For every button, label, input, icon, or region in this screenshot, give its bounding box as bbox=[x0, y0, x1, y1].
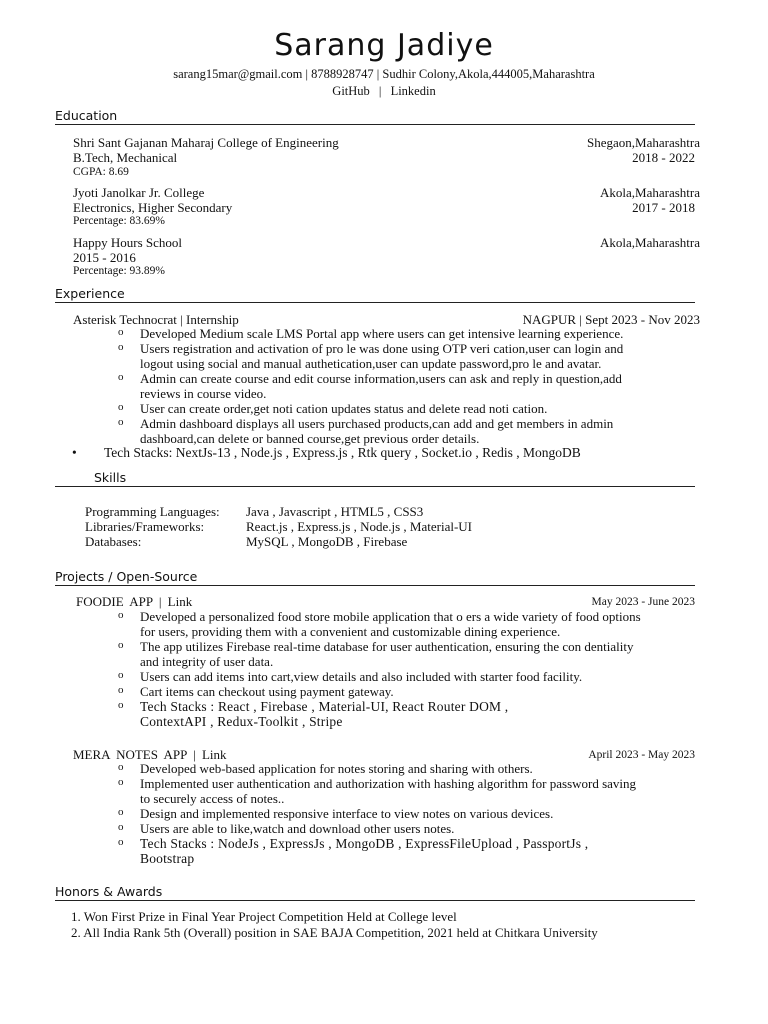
continuation-text: Bootstrap bbox=[140, 851, 195, 866]
school-location: Akola,Maharashtra bbox=[600, 235, 700, 250]
list-item: 1. Won First Prize in Final Year Project Competition Held at College level bbox=[71, 909, 457, 924]
degree: Electronics, Higher Secondary bbox=[73, 200, 233, 215]
skill-value: React.js , Express.js , Node.js , Material-UI bbox=[246, 519, 473, 534]
project-title-link[interactable]: MERA NOTES APP | Link bbox=[73, 747, 227, 762]
skills-row bbox=[85, 504, 423, 519]
list-item-continued bbox=[140, 431, 700, 446]
skills-heading: Skills bbox=[94, 470, 127, 485]
school-name: Shri Sant Gajanan Maharaj College of Engineering bbox=[73, 135, 339, 150]
experience-divider bbox=[55, 302, 695, 303]
list-item: o Users registration and activation of pro le was done using OTP veri cation,user can login and bbox=[140, 341, 700, 356]
contact-line: sarang15mar@gmail.com | 8788928747 | Sudhir Colony,Akola,444005,Maharashtra bbox=[173, 67, 595, 81]
list-item: o Implemented user authentication and authorization with hashing algorithm for password saving bbox=[140, 776, 700, 791]
list-item: o Admin can create course and edit course information,users can ask and reply in question,add bbox=[140, 371, 700, 386]
projects-heading: Projects / Open-Source bbox=[55, 569, 198, 584]
project-bullets bbox=[140, 761, 700, 866]
profile-links bbox=[0, 84, 768, 99]
skills-row bbox=[85, 519, 472, 534]
continuation-text: logout using social and manual authetication,user can update password,pro le and avatar. bbox=[140, 356, 602, 371]
list-item: o Users can add items into cart,view details and also included with starter food facility. bbox=[140, 669, 700, 684]
link-separator: | bbox=[378, 84, 382, 98]
list-item: o The app utilizes Firebase real-time database for user authentication, ensuring the con dentiality bbox=[140, 639, 700, 654]
list-item: 2. All India Rank 5th (Overall) position in SAE BAJA Competition, 2021 held at Chitkara University bbox=[71, 925, 598, 940]
experience-heading: Experience bbox=[55, 286, 125, 301]
score-text: Percentage: 83.69% bbox=[73, 215, 165, 227]
school-location: Shegaon,Maharashtra bbox=[587, 135, 700, 150]
continuation-text: reviews in course video. bbox=[140, 386, 267, 401]
list-item: o User can create order,get noti cation updates status and delete read noti cation. bbox=[140, 401, 700, 416]
list-item-continued bbox=[140, 654, 700, 669]
continuation-text: ContextAPI , Redux-Toolkit , Stripe bbox=[140, 714, 343, 729]
continuation-text: dashboard,can delete or banned course,get previous order details. bbox=[140, 431, 480, 446]
continuation-text: for users, providing them with a convenient and customizable dining experience. bbox=[140, 624, 561, 639]
school-name: Jyoti Janolkar Jr. College bbox=[73, 185, 205, 200]
projects-divider bbox=[55, 585, 695, 586]
education-heading: Education bbox=[55, 108, 118, 123]
skill-label: Libraries/Frameworks: bbox=[85, 519, 205, 534]
skills-divider bbox=[55, 486, 695, 487]
project-title-link[interactable]: FOODIE APP | Link bbox=[76, 594, 193, 609]
bullet-icon: • bbox=[72, 445, 77, 460]
degree: 2015 - 2016 bbox=[73, 250, 136, 265]
list-item-continued bbox=[140, 356, 700, 371]
project-bullets bbox=[140, 609, 700, 729]
company-role: Asterisk Technocrat | Internship bbox=[73, 312, 239, 327]
degree: B.Tech, Mechanical bbox=[73, 150, 178, 165]
list-item: o Tech Stacks : NodeJs , ExpressJs , MongoDB , ExpressFileUpload , PassportJs , bbox=[140, 836, 700, 851]
awards-list bbox=[71, 909, 598, 941]
list-item-continued bbox=[140, 714, 700, 729]
project-dates: May 2023 - June 2023 bbox=[591, 596, 695, 608]
list-item: o Developed a personalized food store mobile application that o ers a wide variety of food options bbox=[140, 609, 700, 624]
list-item: o Cart items can checkout using payment gateway. bbox=[140, 684, 700, 699]
list-item: o Tech Stacks : React , Firebase , Material-UI, React Router DOM , bbox=[140, 699, 700, 714]
continuation-text: to securely access of notes.. bbox=[140, 791, 285, 806]
school-location: Akola,Maharashtra bbox=[600, 185, 700, 200]
list-item: o Developed web-based application for notes storing and sharing with others. bbox=[140, 761, 700, 776]
list-item: o Admin dashboard displays all users purchased products,can add and get members in admin bbox=[140, 416, 700, 431]
experience-bullets bbox=[140, 326, 700, 446]
list-item: o Developed Medium scale LMS Portal app where users can get intensive learning experience. bbox=[140, 326, 700, 341]
skill-value: MySQL , MongoDB , Firebase bbox=[246, 534, 408, 549]
list-item-continued bbox=[140, 386, 700, 401]
awards-heading: Honors & Awards bbox=[55, 884, 163, 899]
skill-label: Programming Languages: bbox=[85, 504, 220, 519]
github-link[interactable]: GitHub bbox=[332, 84, 370, 98]
education-divider bbox=[55, 124, 695, 125]
candidate-name: Sarang Jadiye bbox=[274, 28, 494, 63]
list-item-continued bbox=[140, 624, 700, 639]
skill-value: Java , Javascript , HTML5 , CSS3 bbox=[246, 504, 424, 519]
awards-divider bbox=[55, 900, 695, 901]
list-item-continued bbox=[140, 851, 700, 866]
continuation-text: and integrity of user data. bbox=[140, 654, 274, 669]
score-text: CGPA: 8.69 bbox=[73, 166, 129, 178]
list-item: o Design and implemented responsive interface to view notes on various devices. bbox=[140, 806, 700, 821]
project-dates: April 2023 - May 2023 bbox=[588, 749, 695, 761]
score-text: Percentage: 93.89% bbox=[73, 265, 165, 277]
tech-stack-text: Tech Stacks: NextJs-13 , Node.js , Express.js , Rtk query , Socket.io , Redis , MongoDB bbox=[104, 445, 581, 460]
skills-row bbox=[85, 534, 407, 549]
list-item-continued bbox=[140, 791, 700, 806]
linkedin-link[interactable]: Linkedin bbox=[390, 84, 436, 98]
education-dates: 2018 - 2022 bbox=[632, 150, 695, 165]
school-name: Happy Hours School bbox=[73, 235, 183, 250]
tech-stack-line bbox=[72, 445, 581, 461]
skill-label: Databases: bbox=[85, 534, 142, 549]
experience-location-dates: NAGPUR | Sept 2023 - Nov 2023 bbox=[522, 312, 700, 327]
list-item: o Users are able to like,watch and download other users notes. bbox=[140, 821, 700, 836]
education-dates: 2017 - 2018 bbox=[632, 200, 695, 215]
